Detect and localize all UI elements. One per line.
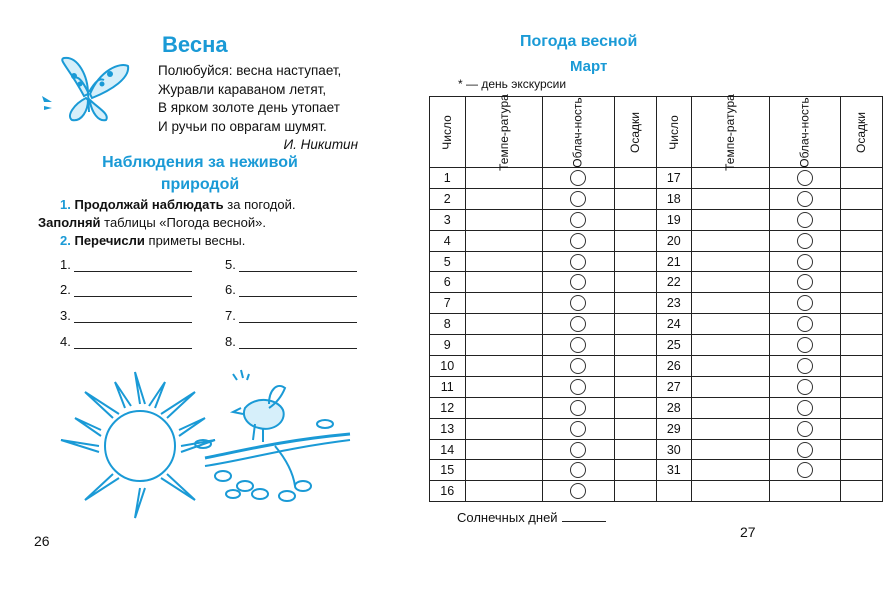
precipitation-cell[interactable] [614, 209, 656, 230]
header-precipitation [614, 97, 656, 168]
table-row [430, 230, 883, 251]
temperature-cell[interactable] [465, 209, 543, 230]
day-number: 12 [440, 400, 455, 415]
day-cell [656, 251, 692, 272]
temperature-cell[interactable] [465, 230, 543, 251]
precipitation-cell[interactable] [841, 188, 883, 209]
temperature-cell[interactable] [465, 314, 543, 335]
cloudiness-circle-icon[interactable] [797, 254, 813, 270]
precipitation-cell[interactable] [614, 293, 656, 314]
day-number: 13 [440, 421, 455, 436]
table-row [430, 439, 883, 460]
temperature-cell[interactable] [465, 376, 543, 397]
precipitation-cell[interactable] [614, 418, 656, 439]
table-row [430, 397, 883, 418]
precipitation-cell[interactable] [841, 272, 883, 293]
day-cell [430, 230, 466, 251]
day-number: 27 [666, 379, 681, 394]
temperature-cell[interactable] [692, 335, 770, 356]
task-1b [38, 215, 266, 230]
blank-line[interactable] [74, 310, 192, 323]
cloudiness-cell[interactable] [543, 314, 614, 335]
answer-blank[interactable] [225, 257, 357, 272]
precipitation-cell[interactable] [841, 481, 883, 502]
sunny-days-blank[interactable] [562, 511, 606, 522]
day-number: 8 [443, 317, 451, 332]
cloudiness-cell[interactable] [769, 376, 840, 397]
temperature-cell[interactable] [465, 418, 543, 439]
day-number: 20 [666, 233, 681, 248]
day-number: 7 [443, 296, 451, 311]
cloudiness-circle-icon[interactable] [570, 337, 586, 353]
header-cloudiness [543, 97, 614, 168]
table-row [430, 293, 883, 314]
precipitation-cell[interactable] [614, 376, 656, 397]
poem [158, 62, 358, 155]
day-cell [430, 460, 466, 481]
sun-bird-branch-illustration [55, 368, 360, 520]
day-number: 18 [666, 191, 681, 206]
day-cell [430, 251, 466, 272]
precipitation-cell[interactable] [614, 439, 656, 460]
cloudiness-circle-icon[interactable] [570, 170, 586, 186]
month-label: Март [570, 58, 608, 75]
precipitation-cell[interactable] [614, 356, 656, 377]
page-number: 27 [740, 524, 756, 540]
cloudiness-circle-icon[interactable] [797, 358, 813, 374]
day-number: 22 [666, 275, 681, 290]
temperature-cell[interactable] [692, 460, 770, 481]
table-header-row [430, 97, 883, 168]
header-day [656, 97, 692, 168]
day-cell [656, 376, 692, 397]
cloudiness-circle-icon[interactable] [797, 212, 813, 228]
cloudiness-cell[interactable] [543, 272, 614, 293]
day-number: 3 [443, 212, 451, 227]
cloudiness-circle-icon[interactable] [797, 421, 813, 437]
cloudiness-cell[interactable] [543, 293, 614, 314]
poem-line: И ручьи по оврагам шумят. [158, 118, 327, 134]
day-cell [656, 272, 692, 293]
cloudiness-cell[interactable] [769, 439, 840, 460]
day-number: 6 [443, 275, 451, 290]
day-number: 16 [440, 484, 455, 499]
day-cell [656, 356, 692, 377]
cloudiness-cell[interactable] [769, 188, 840, 209]
cloudiness-cell[interactable] [543, 460, 614, 481]
page-number: 26 [34, 533, 50, 549]
temperature-cell[interactable] [692, 230, 770, 251]
blank-line[interactable] [74, 336, 192, 349]
day-cell [656, 209, 692, 230]
precipitation-cell[interactable] [841, 314, 883, 335]
answer-blank[interactable] [225, 308, 357, 323]
day-cell [430, 293, 466, 314]
precipitation-cell[interactable] [614, 251, 656, 272]
day-cell [656, 397, 692, 418]
cloudiness-circle-icon[interactable] [797, 400, 813, 416]
precipitation-cell[interactable] [614, 272, 656, 293]
precipitation-cell[interactable] [841, 251, 883, 272]
table-row [430, 481, 883, 502]
cloudiness-cell[interactable] [769, 230, 840, 251]
cloudiness-cell[interactable] [769, 397, 840, 418]
precipitation-cell[interactable] [841, 376, 883, 397]
section-title-line1: Наблюдения за неживой [102, 154, 298, 171]
excursion-note: * — день экскурсии [458, 77, 567, 91]
page-title: Весна [162, 32, 228, 57]
temperature-cell[interactable] [465, 272, 543, 293]
day-number: 25 [666, 338, 681, 353]
cloudiness-circle-icon[interactable] [570, 212, 586, 228]
day-cell [656, 230, 692, 251]
task-verb: Продолжай наблюдать [74, 197, 224, 212]
precipitation-cell[interactable] [841, 439, 883, 460]
temperature-cell[interactable] [692, 272, 770, 293]
cloudiness-cell[interactable] [769, 418, 840, 439]
day-cell [430, 188, 466, 209]
cloudiness-circle-icon[interactable] [570, 254, 586, 270]
temperature-cell[interactable] [692, 251, 770, 272]
cloudiness-cell[interactable] [543, 356, 614, 377]
task-number: 2. [60, 233, 71, 248]
day-cell [430, 168, 466, 189]
header-day [430, 97, 466, 168]
blank-label: 1. [60, 257, 71, 272]
precipitation-cell[interactable] [841, 293, 883, 314]
precipitation-cell[interactable] [841, 460, 883, 481]
cloudiness-circle-icon[interactable] [570, 191, 586, 207]
cloudiness-cell[interactable] [769, 460, 840, 481]
header-text: Осадки [627, 112, 642, 153]
task-verb: Заполняй [38, 215, 101, 230]
cloudiness-circle-icon[interactable] [797, 337, 813, 353]
header-text: Число [439, 115, 454, 150]
temperature-cell[interactable] [692, 188, 770, 209]
cloudiness-cell[interactable] [543, 251, 614, 272]
sunny-days-label: Солнечных дней [457, 510, 558, 525]
cloudiness-circle-icon[interactable] [570, 316, 586, 332]
header-text: Темпе-ратура [722, 94, 737, 171]
table-row [430, 356, 883, 377]
cloudiness-cell[interactable] [543, 439, 614, 460]
right-page [400, 0, 869, 597]
day-number: 4 [443, 233, 451, 248]
cloudiness-cell[interactable] [543, 335, 614, 356]
cloudiness-circle-icon[interactable] [797, 191, 813, 207]
cloudiness-circle-icon[interactable] [570, 358, 586, 374]
day-cell [656, 418, 692, 439]
task-number: 1. [60, 197, 71, 212]
day-cell [656, 293, 692, 314]
blank-label: 6. [225, 282, 236, 297]
cloudiness-cell[interactable] [543, 481, 614, 502]
cloudiness-circle-icon[interactable] [570, 442, 586, 458]
cloudiness-circle-icon[interactable] [797, 295, 813, 311]
day-number: 9 [443, 338, 451, 353]
temperature-cell[interactable] [692, 314, 770, 335]
blank-line[interactable] [239, 336, 357, 349]
day-cell [656, 335, 692, 356]
precipitation-cell[interactable] [614, 335, 656, 356]
day-number: 28 [666, 400, 681, 415]
table-row [430, 376, 883, 397]
cloudiness-cell[interactable] [543, 397, 614, 418]
precipitation-cell[interactable] [841, 418, 883, 439]
cloudiness-cell[interactable] [543, 188, 614, 209]
cloudiness-cell[interactable] [769, 168, 840, 189]
cloudiness-cell[interactable] [543, 209, 614, 230]
blank-line[interactable] [239, 310, 357, 323]
task-verb: Перечисли [74, 233, 145, 248]
day-number: 17 [666, 170, 681, 185]
table-row [430, 460, 883, 481]
temperature-cell[interactable] [692, 293, 770, 314]
precipitation-cell[interactable] [841, 335, 883, 356]
precipitation-cell[interactable] [614, 460, 656, 481]
section-title [60, 152, 340, 196]
cloudiness-circle-icon[interactable] [797, 379, 813, 395]
left-page [0, 0, 400, 597]
table-row [430, 314, 883, 335]
cloudiness-circle-icon[interactable] [797, 274, 813, 290]
temperature-cell[interactable] [692, 439, 770, 460]
header-text: Осадки [854, 112, 869, 153]
cloudiness-circle-icon[interactable] [797, 316, 813, 332]
day-cell [430, 439, 466, 460]
table-row [430, 335, 883, 356]
table-row [430, 272, 883, 293]
table-row [430, 209, 883, 230]
day-cell [656, 314, 692, 335]
cloudiness-cell[interactable] [769, 209, 840, 230]
cloudiness-circle-icon[interactable] [797, 462, 813, 478]
temperature-cell[interactable] [692, 356, 770, 377]
day-number: 2 [443, 191, 451, 206]
header-cloudiness [769, 97, 840, 168]
answer-blank[interactable] [225, 282, 357, 297]
cloudiness-circle-icon[interactable] [570, 274, 586, 290]
cloudiness-cell[interactable] [769, 272, 840, 293]
header-temperature [692, 94, 770, 171]
cloudiness-circle-icon[interactable] [570, 483, 586, 499]
blank-label: 7. [225, 308, 236, 323]
precipitation-cell[interactable] [614, 230, 656, 251]
table-row [430, 418, 883, 439]
cloudiness-cell[interactable] [769, 251, 840, 272]
cloudiness-cell[interactable] [769, 335, 840, 356]
poem-author: И. Никитин [283, 137, 358, 152]
header-text: Облач-ность [797, 97, 812, 168]
cloudiness-circle-icon[interactable] [570, 421, 586, 437]
cloudiness-cell[interactable] [769, 314, 840, 335]
answer-blank[interactable] [60, 308, 192, 323]
poem-line: Полюбуйся: весна наступает, [158, 63, 342, 78]
day-cell [430, 209, 466, 230]
cloudiness-cell[interactable] [769, 356, 840, 377]
day-cell [656, 460, 692, 481]
blank-line[interactable] [239, 259, 357, 272]
precipitation-cell[interactable] [841, 230, 883, 251]
temperature-cell[interactable] [465, 251, 543, 272]
temperature-cell[interactable] [465, 188, 543, 209]
cloudiness-circle-icon[interactable] [797, 170, 813, 186]
answer-blank[interactable] [225, 334, 357, 349]
day-cell [656, 439, 692, 460]
answer-blank[interactable] [60, 334, 192, 349]
day-cell [656, 168, 692, 189]
cloudiness-circle-icon[interactable] [570, 379, 586, 395]
butterfly-icon [38, 56, 134, 126]
cloudiness-cell[interactable] [543, 230, 614, 251]
weather-table [429, 96, 883, 502]
blank-label: 5. [225, 257, 236, 272]
cloudiness-circle-icon[interactable] [570, 400, 586, 416]
header-precipitation [841, 97, 883, 168]
header-temperature [465, 94, 543, 171]
day-cell [430, 314, 466, 335]
poem-line: В ярком золоте день утопает [158, 100, 340, 115]
day-number: 19 [666, 212, 681, 227]
table-title: Погода весной [520, 33, 638, 50]
day-number: 14 [440, 442, 455, 457]
cloudiness-circle-icon[interactable] [570, 462, 586, 478]
cloudiness-cell[interactable] [543, 376, 614, 397]
day-number: 30 [666, 442, 681, 457]
day-cell [430, 481, 466, 502]
day-cell [430, 272, 466, 293]
blank-line[interactable] [74, 259, 192, 272]
cloudiness-circle-icon[interactable] [797, 233, 813, 249]
temperature-cell[interactable] [465, 397, 543, 418]
precipitation-cell[interactable] [841, 168, 883, 189]
cloudiness-cell[interactable] [769, 481, 840, 502]
section-title-line2: природой [160, 176, 240, 193]
day-cell [430, 376, 466, 397]
table-row [430, 251, 883, 272]
precipitation-cell[interactable] [614, 188, 656, 209]
day-number: 15 [440, 463, 455, 478]
header-text: Темпе-ратура [496, 94, 511, 171]
temperature-cell[interactable] [692, 209, 770, 230]
temperature-cell[interactable] [465, 481, 543, 502]
answer-blank[interactable] [60, 282, 192, 297]
header-text: Число [666, 115, 681, 150]
precipitation-cell[interactable] [841, 356, 883, 377]
day-number: 26 [666, 358, 681, 373]
day-cell [430, 397, 466, 418]
day-number: 11 [440, 379, 454, 394]
task-text: за погодой. [223, 197, 296, 212]
precipitation-cell[interactable] [614, 397, 656, 418]
temperature-cell[interactable] [692, 418, 770, 439]
temperature-cell[interactable] [465, 293, 543, 314]
day-cell [656, 188, 692, 209]
temperature-cell[interactable] [692, 481, 770, 502]
task-1 [60, 197, 295, 212]
temperature-cell[interactable] [465, 356, 543, 377]
cloudiness-circle-icon[interactable] [797, 442, 813, 458]
precipitation-cell[interactable] [841, 397, 883, 418]
day-cell [656, 481, 692, 502]
cloudiness-cell[interactable] [769, 293, 840, 314]
header-text: Облач-ность [570, 97, 585, 168]
day-cell [430, 418, 466, 439]
temperature-cell[interactable] [465, 439, 543, 460]
precipitation-cell[interactable] [614, 481, 656, 502]
blank-line[interactable] [74, 284, 192, 297]
blank-label: 8. [225, 334, 236, 349]
cloudiness-cell[interactable] [543, 418, 614, 439]
day-cell [430, 335, 466, 356]
temperature-cell[interactable] [465, 460, 543, 481]
day-number: 31 [666, 463, 681, 478]
precipitation-cell[interactable] [614, 168, 656, 189]
answer-blank[interactable] [60, 257, 192, 272]
blank-label: 2. [60, 282, 71, 297]
blank-line[interactable] [239, 284, 357, 297]
task-text: таблицы «Погода весной». [100, 215, 266, 230]
sunny-days [457, 510, 606, 525]
cloudiness-circle-icon[interactable] [570, 295, 586, 311]
day-number: 10 [440, 358, 455, 373]
table-row [430, 188, 883, 209]
day-number: 24 [666, 317, 681, 332]
day-number: 23 [666, 296, 681, 311]
poem-line: Журавли караваном летят, [158, 81, 327, 97]
temperature-cell[interactable] [465, 335, 543, 356]
task-text: приметы весны. [144, 233, 246, 248]
precipitation-cell[interactable] [841, 209, 883, 230]
cloudiness-circle-icon[interactable] [570, 233, 586, 249]
day-number: 29 [666, 421, 681, 436]
blank-label: 3. [60, 308, 71, 323]
day-number: 5 [443, 254, 451, 269]
blank-label: 4. [60, 334, 71, 349]
temperature-cell[interactable] [692, 376, 770, 397]
day-cell [430, 356, 466, 377]
cloudiness-cell[interactable] [543, 168, 614, 189]
precipitation-cell[interactable] [614, 314, 656, 335]
task-2 [60, 233, 245, 248]
day-number: 21 [666, 254, 681, 269]
temperature-cell[interactable] [692, 397, 770, 418]
day-number: 1 [443, 170, 451, 185]
